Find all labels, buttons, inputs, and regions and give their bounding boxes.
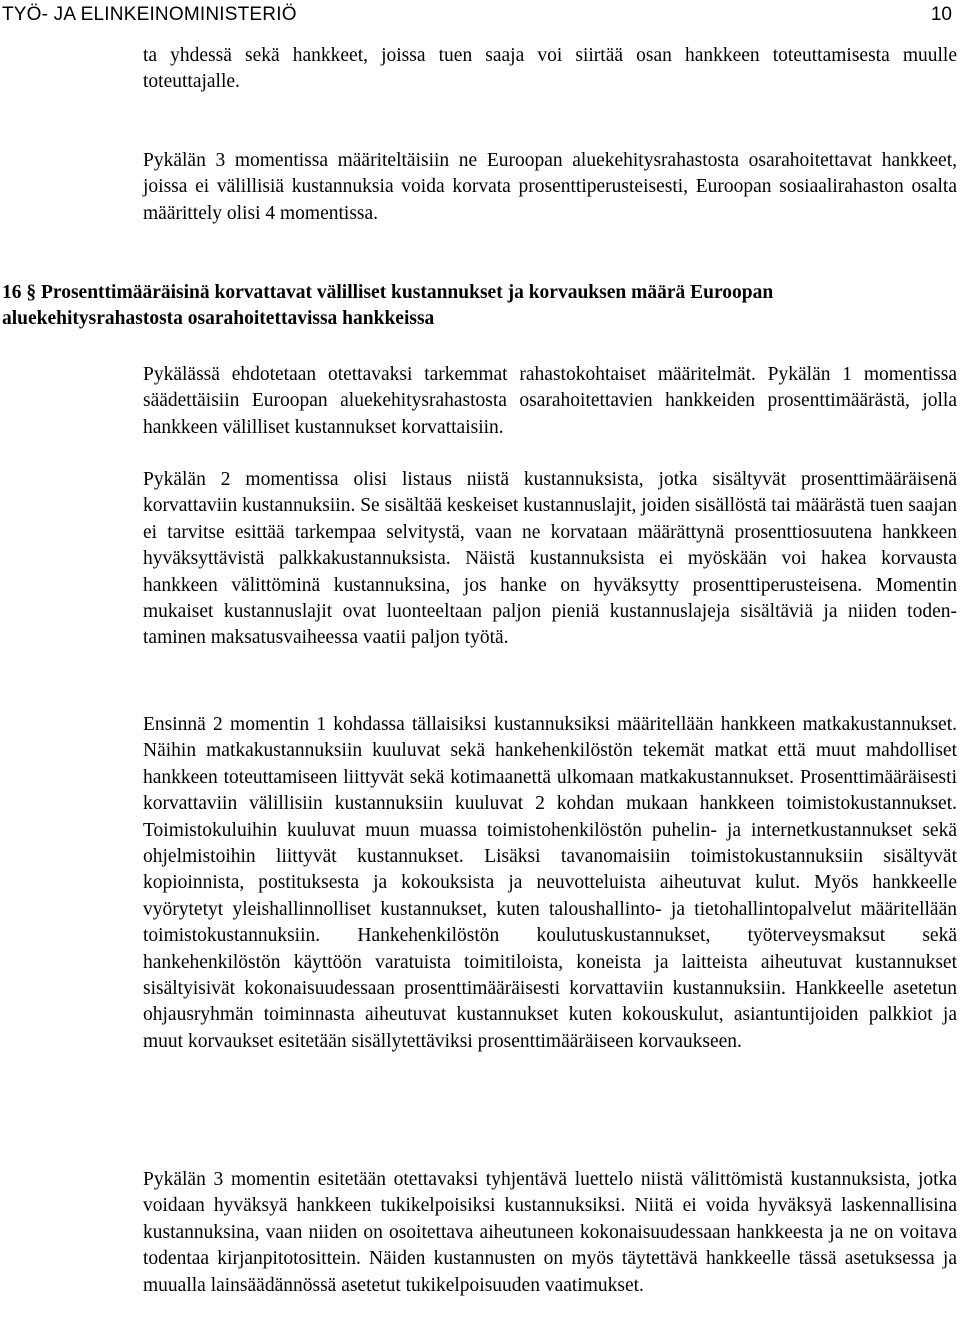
paragraph-moment-2-list: Pykälän 2 momentissa olisi listaus niistä kustannuksista, jotka sisältyvät prosenttimääräisenä korvattaviin kustannuksiin. Se sisältää keskeiset kustannuslajit, joiden sisällöstä tai määrästä tuen saajan ei tarvitse esittää tarkempaa selvitystä, vaan ne korvataan määrättynä prosenttiosuutena hankkeen hyväksyttävistä palkkakustannuksista. Näistä kustannuksista ei myöskään voi hakea korvausta hankkeen välittöminä kustannuksina, jos hanke on hyväksytty prosenttiperusteisena. Momentin mukaiset kustannuslajit ovat luonteeltaan paljon pieniä kustannuslajeja sisältäviä ja niiden todentaminen maksatusvaiheessa vaatii paljon työtä.: [143, 469, 957, 649]
paragraph-travel-office-costs: Ensinnä 2 momentin 1 kohdassa tällaisiksi kustannuksiksi määritellään hankkeen matkakustannukset. Näihin matkakustannuksiin kuuluvat sekä hankehenkilöstön tekemät matkat että muut mahdolliset hankkeen toteuttamiseen liittyvät sekä kotimaanettä ulkomaan matkakustannukset. Prosenttimääräisesti korvattaviin välillisiin kustannuksiin kuuluvat 2 kohdan mukaan hankkeen toimistokustannukset. Toimistokuluihin kuuluvat muun muassa toimistohenkilöstön puhelin- ja internetkustannukset sekä ohjelmistoihin liittyvät kustannukset. Lisäksi tavanomaisiin toimistokustannuksiin sisältyvät kopioinnista, postituksesta ja kokouksista ja neuvotteluista aiheutuvat kulut. Myös hankkeelle vyörytetyt yleishallinnolliset kustannukset, kuten taloushallinto- ja tietohallintopalvelut määritellään toimistokustannuksiin. Hankehenkilöstön koulutuskustannukset, työterveysmaksut sekä hankehenkilöstön käyttöön varatuista toimitiloista, koneista ja laitteista aiheutuvat kustannukset sisältyisivät kokonaisuudessaan prosenttimääräisesti korvattaviin kustannuksiin. Hankkeelle asetetun ohjausryhmän toiminnasta aiheutuvat kustannukset kuten kokouskulut, asiantuntijoiden palkkiot ja muut korvaukset esitetään sisällytettäviksi prosenttimääräiseen korvaukseen.: [143, 714, 957, 1052]
page-number: 10: [930, 4, 952, 25]
paragraph-moment-3: Pykälän 3 momentissa määriteltäisiin ne Euroopan aluekehitysrahastosta osarahoitettavat hankkeet, joissa ei välillisiä kustannuksia voida korvata prosenttiperusteisesti, Euroopan sosiaalirahaston osalta määrittely olisi 4 momentissa.: [143, 150, 957, 224]
page-header: [0, 0, 960, 32]
paragraph-definitions: Pykälässä ehdotetaan otettavaksi tarkemmat rahastokohtaiset määritelmät. Pykälän 1 momentissa säädettäisiin Euroopan aluekehitysrahastosta osarahoitettavien hankkeiden prosenttimäärästä, jolla hankkeen välilliset kustannukset korvattaisiin.: [143, 364, 957, 438]
section-heading: [2, 280, 957, 333]
section-number: 16: [2, 282, 22, 303]
section-sign: §: [26, 282, 37, 303]
paragraph-continuation: ta yhdessä sekä hankkeet, joissa tuen saaja voi siirtää osan hankkeen toteuttamisesta muulle toteuttajalle.: [143, 45, 957, 93]
section-title: Prosenttimääräisinä korvattavat välilliset kustannukset ja korvauksen määrä Euroopan aluekehitysrahastosta osarahoitettavissa hankkeissa: [2, 282, 774, 330]
paragraph-moment-3-direct-costs: Pykälän 3 momentin esitetään otettavaksi tyhjentävä luettelo niistä välittömistä kustannuksista, jotka voidaan hyväksyä hankkeen tukikelpoisiksi kustannuksiksi. Niitä ei voida hyväksyä laskennallisina kustannuksina, vaan niiden on osoitettava aiheutuneen kokonaisuudessaan hankkeesta ja ne on voitava todentaa kirjanpitotosittein. Näiden kustannusten on myös täytettävä hankkeelle tässä asetuksessa ja muualla lainsäädännössä asetetut tukikelpoisuuden vaatimukset.: [143, 1169, 957, 1296]
header-title: TYÖ- JA ELINKEINOMINISTERIÖ: [2, 4, 297, 25]
